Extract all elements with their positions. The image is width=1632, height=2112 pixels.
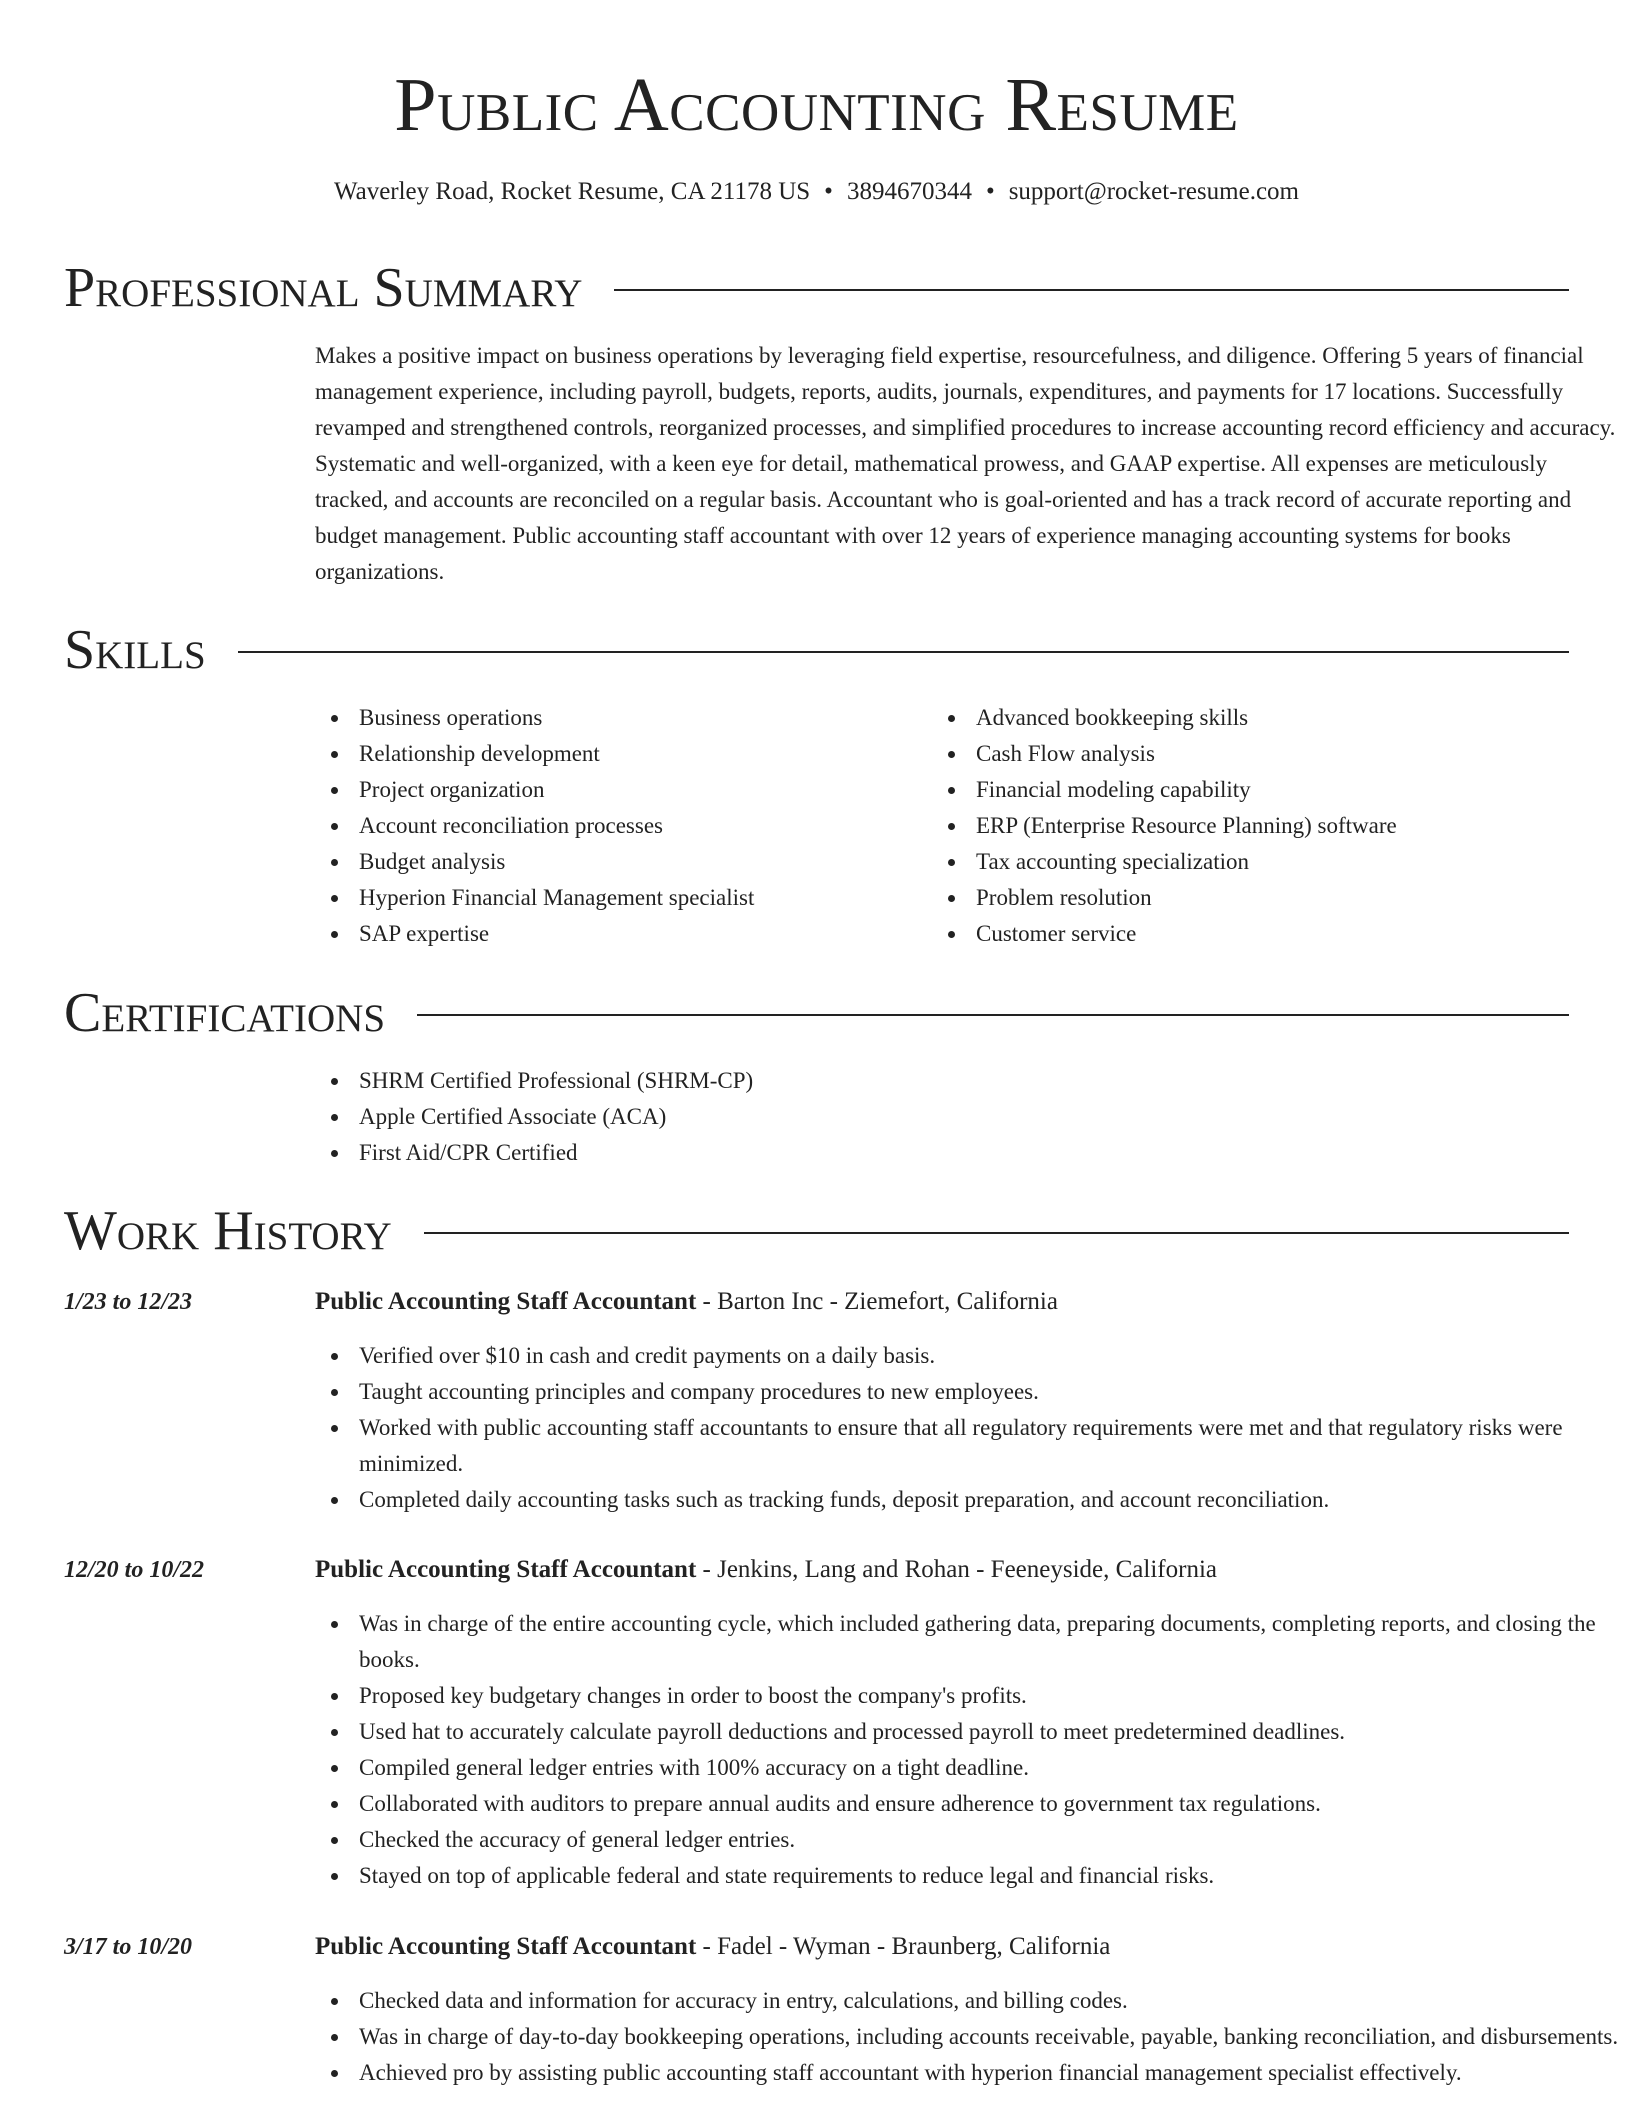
- contact-line: [64, 172, 1569, 212]
- job-bullet: Used hat to accurately calculate payroll deductions and processed payroll to meet predetermined deadlines.: [315, 1714, 1625, 1750]
- job-dates: 3/17 to 10/20: [64, 1934, 193, 1960]
- contact-email: support@rocket-resume.com: [1008, 178, 1299, 205]
- skill-item: Tax accounting specialization: [932, 844, 1542, 880]
- job-bullet: Compiled general ledger entries with 100% accuracy on a tight deadline.: [315, 1750, 1625, 1786]
- job-bullet-list: [315, 1338, 1625, 1518]
- job-bullet-list: [315, 1983, 1625, 2091]
- job-bullet: Checked the accuracy of general ledger entries.: [315, 1822, 1625, 1858]
- section-divider: [238, 651, 1569, 653]
- job-role: Public Accounting Staff Accountant: [315, 1288, 697, 1315]
- job-role: Public Accounting Staff Accountant: [315, 1556, 697, 1583]
- certifications-block: [315, 1063, 1569, 1171]
- job-dates: 1/23 to 12/23: [64, 1289, 193, 1315]
- job-bullet: Completed daily accounting tasks such as tracking funds, deposit preparation, and account reconciliation.: [315, 1482, 1625, 1518]
- job-bullet: Collaborated with auditors to prepare annual audits and ensure adherence to government tax regulations.: [315, 1786, 1625, 1822]
- skills-right-list: [932, 700, 1542, 952]
- skill-item: Problem resolution: [932, 880, 1542, 916]
- job-heading: [315, 1929, 1110, 1965]
- skill-item: Advanced bookkeeping skills: [932, 700, 1542, 736]
- skill-item: Relationship development: [315, 736, 925, 772]
- job-company-location: - Barton Inc - Ziemefort, California: [696, 1288, 1058, 1315]
- certification-item: SHRM Certified Professional (SHRM-CP): [315, 1063, 1569, 1099]
- job-role: Public Accounting Staff Accountant: [315, 1933, 697, 1960]
- certifications-section-header: [64, 983, 1569, 1043]
- contact-separator: •: [985, 178, 995, 205]
- contact-address: Waverley Road, Rocket Resume, CA 21178 US: [334, 178, 811, 205]
- work-history-heading: Work History: [64, 1200, 392, 1262]
- job-bullet: Taught accounting principles and company procedures to new employees.: [315, 1374, 1625, 1410]
- section-divider: [417, 1014, 1569, 1016]
- skill-item: Project organization: [315, 772, 925, 808]
- job-bullets: [315, 1338, 1625, 1518]
- job-bullet: Verified over $10 in cash and credit payments on a daily basis.: [315, 1338, 1625, 1374]
- skill-item: Account reconciliation processes: [315, 808, 925, 844]
- work-history-section-header: [64, 1201, 1569, 1261]
- contact-separator: •: [824, 178, 833, 205]
- summary-heading: Professional Summary: [64, 257, 583, 319]
- section-divider: [614, 289, 1569, 291]
- skill-item: Business operations: [315, 700, 925, 736]
- resume-title: Public Accounting Resume: [394, 63, 1239, 147]
- job-bullet: Stayed on top of applicable federal and state requirements to reduce legal and financial risks.: [315, 1858, 1625, 1894]
- skill-item: ERP (Enterprise Resource Planning) software: [932, 808, 1542, 844]
- skill-item: Financial modeling capability: [932, 772, 1542, 808]
- skill-item: Hyperion Financial Management specialist: [315, 880, 925, 916]
- skills-left-list: [315, 700, 925, 952]
- job-company-location: - Jenkins, Lang and Rohan - Feeneyside, California: [696, 1556, 1217, 1583]
- certifications-heading: Certifications: [64, 982, 386, 1044]
- job-bullet: Checked data and information for accuracy in entry, calculations, and billing codes.: [315, 1983, 1625, 2019]
- skills-right-column: [932, 700, 1542, 952]
- skills-section-header: [64, 620, 1569, 680]
- job-bullet-list: [315, 1606, 1625, 1894]
- job-bullet: Worked with public accounting staff accountants to ensure that all regulatory requirements were met and that regulatory risks were minimized.: [315, 1410, 1625, 1482]
- skill-item: Budget analysis: [315, 844, 925, 880]
- job-bullet: Achieved pro by assisting public accounting staff accountant with hyperion financial management specialist effectively.: [315, 2055, 1625, 2091]
- skill-item: Cash Flow analysis: [932, 736, 1542, 772]
- certifications-list: [315, 1063, 1569, 1171]
- section-divider: [424, 1232, 1569, 1234]
- summary-section-header: [64, 258, 1569, 318]
- job-bullets: [315, 1983, 1625, 2091]
- job-bullets: [315, 1606, 1625, 1894]
- job-bullet: Proposed key budgetary changes in order to boost the company's profits.: [315, 1678, 1625, 1714]
- summary-text: Makes a positive impact on business operations by leveraging field expertise, resourcefulness, and diligence. Offering 5 years of financial management experience, including payroll, budgets, reports, audits, journals, expenditures, and payments for 17 locations. Successfully revamped and strengthened controls, reorganized processes, and simplified procedures to increase accounting record efficiency and accuracy. Systematic and well-organized, with a keen eye for detail, mathematical prowess, and GAAP expertise. All expenses are meticulously tracked, and accounts are reconciled on a regular basis. Accountant who is goal-oriented and has a track record of accurate reporting and budget management. Public accounting staff accountant with over 12 years of experience managing accounting systems for books organizations.: [315, 343, 1616, 584]
- certification-item: Apple Certified Associate (ACA): [315, 1099, 1569, 1135]
- skills-heading: Skills: [64, 619, 206, 681]
- job-heading: [315, 1552, 1217, 1588]
- job-bullet: Was in charge of the entire accounting cycle, which included gathering data, preparing documents, completing reports, and closing the books.: [315, 1606, 1625, 1678]
- skills-left-column: [315, 700, 925, 952]
- certification-item: First Aid/CPR Certified: [315, 1135, 1569, 1171]
- job-heading: [315, 1284, 1058, 1320]
- job-company-location: - Fadel - Wyman - Braunberg, California: [696, 1933, 1111, 1960]
- skill-item: Customer service: [932, 916, 1542, 952]
- job-bullet: Was in charge of day-to-day bookkeeping operations, including accounts receivable, payable, banking reconciliation, and disbursements.: [315, 2019, 1625, 2055]
- contact-phone: 3894670344: [846, 178, 972, 205]
- job-dates: 12/20 to 10/22: [64, 1557, 205, 1583]
- skill-item: SAP expertise: [315, 916, 925, 952]
